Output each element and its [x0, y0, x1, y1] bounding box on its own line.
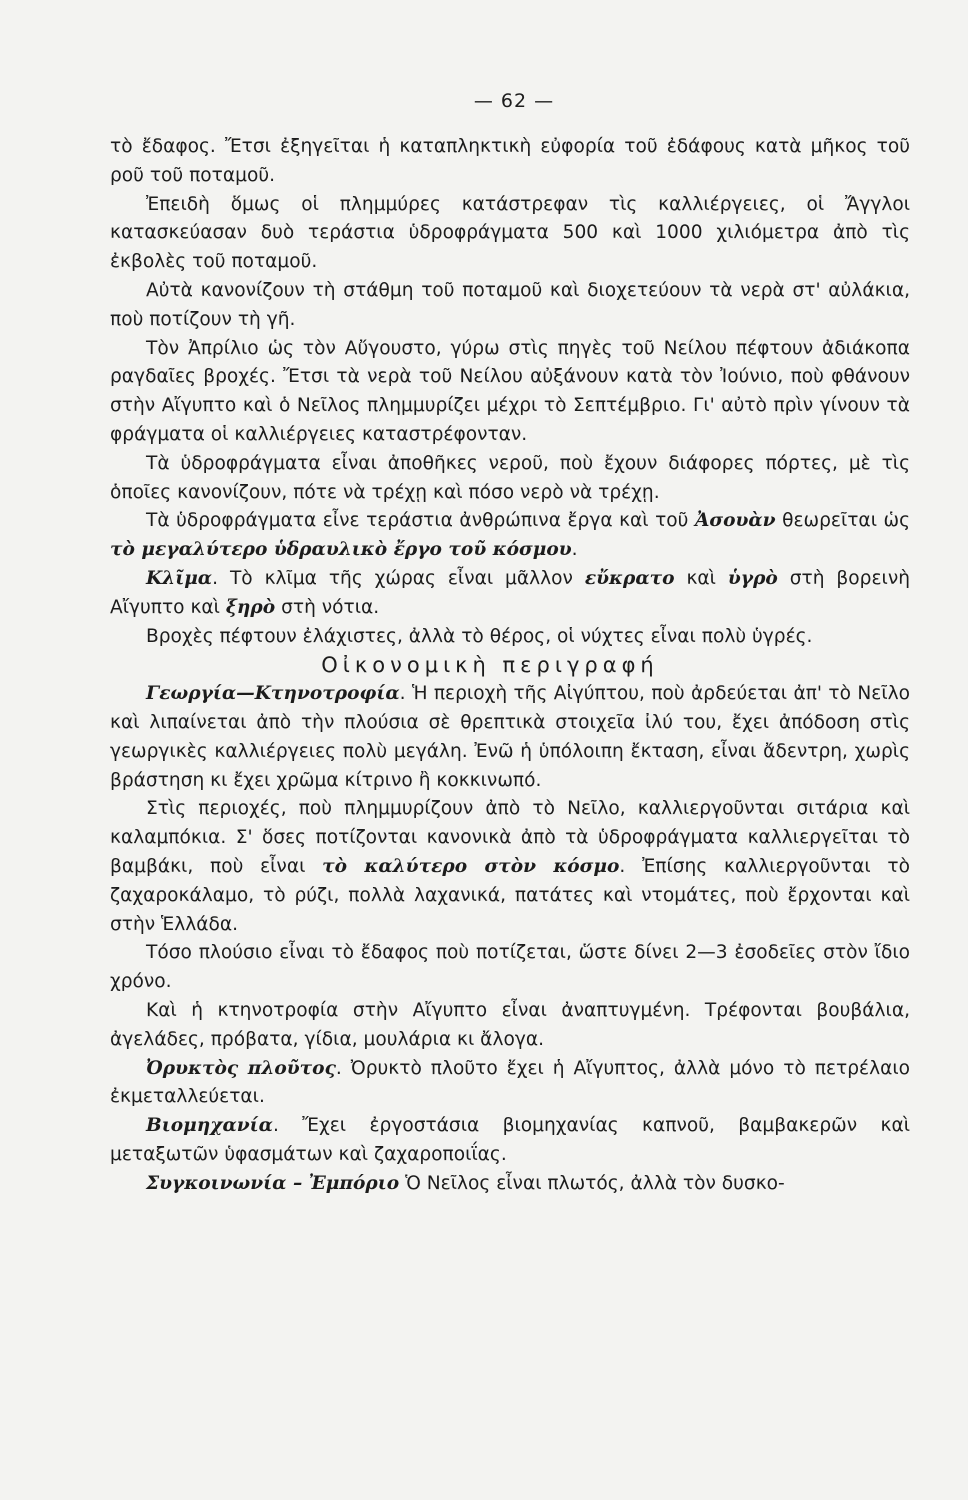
aswan-name: Ἀσουὰν	[694, 510, 776, 532]
paragraph-dams-regulate: Αὐτὰ κανονίζουν τὴ στάθμη τοῦ ποταμοῦ καὶ διοχετεύουν τὰ νερὰ στ' αὐλάκια, ποὺ ποτίζουν τὴ γῆ.	[110, 279, 910, 330]
transport-heading: Συγκοινωνία – Ἐμπόριο	[146, 1172, 400, 1194]
paragraph-dam-gates: Τὰ ὑδροφράγματα εἶναι ἀποθῆκες νεροῦ, ποὺ ἔχουν διάφορες πόρτες, μὲ τὶς ὁποῖες κανονίζουν, πότε νὰ τρέχῃ καὶ πόσο νερὸ νὰ τρέχῃ.	[110, 452, 910, 503]
agriculture-heading: Γεωργία—Κτηνοτροφία	[146, 683, 400, 705]
aswan-emphasis: τὸ μεγαλύτερο ὑδραυλικὸ ἔργο τοῦ κόσμου	[110, 539, 572, 561]
paragraph-rain-season: Τὸν Ἀπρίλιο ὡς τὸν Αὔγουστο, γύρω στὶς πηγὲς τοῦ Νείλου πέφτουν ἀδιάκοπα ραγδαῖες βροχές. Ἔτσι τὰ νερὰ τοῦ Νείλου αὐξάνουν κατὰ τὸν Ἰούνιο, ποὺ φθάνουν στὴν Αἴγυπτο καὶ ὁ Νεῖλος πλημμυρίζει μέχρι τὸ Σεπτέμβριο. Γι' αὐτὸ πρὶν γίνουν τὰ φράγματα οἱ καλλιέργειες καταστρέφονταν.	[110, 337, 910, 445]
paragraph-livestock: Καὶ ἡ κτηνοτροφία στὴν Αἴγυπτο εἶναι ἀναπτυγμένη. Τρέφονται βουβάλια, ἀγελάδες, πρόβατα, γίδια, μουλάρια κι ἄλογα.	[110, 999, 910, 1050]
body-text	[110, 133, 910, 1198]
industry-heading: Βιομηχανία	[146, 1115, 273, 1137]
paragraph-aswan: Τὰ ὑδροφράγματα εἶνε τεράστια ἀνθρώπινα ἔργα καὶ τοῦ Ἀσουὰν θεωρεῖται ὡς τὸ μεγαλύτερο ὑδραυλικὸ ἔργο τοῦ κόσμου.	[110, 510, 910, 561]
paragraph-rainfall: Βροχὲς πέφτουν ἐλάχιστες, ἀλλὰ τὸ θέρος, οἱ νύχτες εἶναι πολὺ ὑγρές.	[146, 625, 813, 647]
page-number: — 62 —	[473, 90, 555, 112]
minerals-heading: Ὀρυκτὸς πλοῦτος	[146, 1057, 336, 1079]
paragraph-industry: Βιομηχανία. Ἔχει ἐργοστάσια βιομηχανίας καπνοῦ, βαμβακερῶν καὶ μεταξωτῶν ὑφασμάτων καὶ ζαχαροποιΐας.	[110, 1115, 910, 1165]
paragraph-crops: Στὶς περιοχές, ποὺ πλημμυρίζουν ἀπὸ τὸ Νεῖλο, καλλιεργοῦνται σιτάρια καὶ καλαμπόκια. Σ' ὅσες ποτίζονται κανονικὰ ἀπὸ τὰ ὑδροφράγματα καλλιεργεῖται τὸ βαμβάκι, ποὺ εἶναι τὸ καλύτερο στὸν κόσμο. Ἐπίσης καλλιεργοῦνται τὸ ζαχαροκάλαμο, τὸ ρύζι, πολλὰ λαχανικά, πατάτες καὶ ντομάτες, ποὺ ἔρχονται καὶ στὴν Ἑλλάδα.	[110, 798, 910, 935]
paragraph-harvest: Τόσο πλούσιο εἶναι τὸ ἔδαφος ποὺ ποτίζεται, ὥστε δίνει 2—3 ἐσοδεῖες στὸν ἴδιο χρόνο.	[110, 942, 910, 993]
section-heading: Οἰκονομικὴ περιγραφή	[321, 653, 659, 678]
paragraph-agriculture: Γεωργία—Κτηνοτροφία. Ἡ περιοχὴ τῆς Αἰγύπτου, ποὺ ἀρδεύεται ἀπ' τὸ Νεῖλο καὶ λιπαίνεται ἀπὸ τὴν πλούσια σὲ θρεπτικὰ στοιχεῖα ἰλύ του, ἔχει ἀπόδοση στὶς γεωργικὲς καλλιέργειες πολὺ μεγάλη. Ἐνῶ ἡ ὑπόλοιπη ἔκταση, εἶναι ἄδεντρη, χωρὶς βράστηση κι ἔχει χρῶμα κίτρινο ἢ κοκκινωπό.	[110, 683, 910, 791]
climate-heading: Κλῖμα	[146, 567, 213, 589]
paragraph-climate: Κλῖμα. Τὸ κλῖμα τῆς χώρας εἶναι μᾶλλον εὔκρατο καὶ ὑγρὸ στὴ βορεινὴ Αἴγυπτο καὶ ξηρὸ στὴ νότια.	[110, 567, 910, 618]
cotton-emphasis: τὸ καλύτερο στὸν κόσμο	[322, 855, 620, 877]
paragraph-floods: Ἐπειδὴ ὅμως οἱ πλημμύρες κατάστρεφαν τὶς καλλιέργειες, οἱ Ἄγγλοι κατασκεύασαν δυὸ τεράστια ὑδροφράγματα 500 καὶ 1000 χιλιόμετρα ἀπὸ τὶς ἐκβολὲς τοῦ ποταμοῦ.	[110, 193, 910, 273]
paragraph-minerals: Ὀρυκτὸς πλοῦτος. Ὀρυκτὸ πλοῦτο ἔχει ἡ Αἴγυπτος, ἀλλὰ μόνο τὸ πετρέλαιο ἐκμεταλλεύεται.	[110, 1057, 911, 1108]
paragraph-transport: Συγκοινωνία – Ἐμπόριο Ὁ Νεῖλος εἶναι πλωτός, ἀλλὰ τὸν δυσκο-	[146, 1172, 785, 1194]
paragraph-soil: τὸ ἔδαφος. Ἔτσι ἐξηγεῖται ἡ καταπληκτικὴ εὐφορία τοῦ ἐδάφους κατὰ μῆκος τοῦ ροῦ τοῦ ποταμοῦ.	[110, 136, 910, 186]
